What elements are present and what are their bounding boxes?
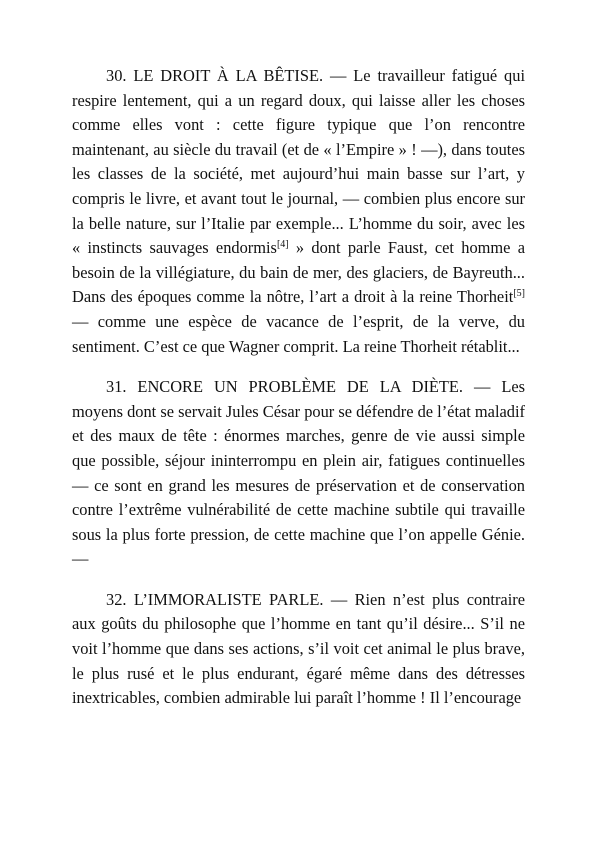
paragraph-31-text: — Les moyens dont se servait Jules César pour se défendre de l’état maladif et des maux de tête : énormes marches, genre de vie aussi simple que possible, séjour ininterrompu en plein air, fatigues continuelles — ce sont en grand les mesures de préservation et de conservation contre l’extrême vulnérabilité de cette machine subtile qui travaille sous la plus forte pression, de cette machine que l’on appelle Génie. — — [72, 377, 525, 569]
paragraph-30-text-part-2: » dont parle Faust, cet homme a besoin de la villégiature, du bain de mer, des glaciers, de Bayreuth... Dans des époques comme la nôtre, l’art a droit à la reine Thorheit — [72, 238, 526, 307]
paragraph-30-text-part-3: — comme une espèce de vacance de l’esprit, de la verve, du sentiment. C’est ce que Wagner comprit. La reine Thorheit rétablit... — [72, 311, 525, 356]
paragraph-30 — [72, 64, 525, 359]
footnote-ref-5[interactable]: [5] — [513, 288, 525, 300]
paragraph-32 — [72, 588, 525, 711]
document-page — [72, 64, 525, 727]
paragraph-32-text: — Rien n’est plus contraire aux goûts du philosophe que l’homme en tant qu’il désire... S’il ne voit l’homme que dans ses actions, s’il voit cet animal le plus brave, le plus rusé et le plus endurant, égaré même dans des détresses inextricables, combien admirable lui paraît l’homme ! Il l’encourage — [72, 589, 525, 708]
paragraph-31 — [72, 375, 525, 572]
section-heading-30: 30. LE DROIT À LA BÊTISE. — [106, 66, 324, 85]
paragraph-30-text-part-1: — Le travailleur fatigué qui respire lentement, qui a un regard doux, qui laisse aller les choses comme elles vont : cette figure typique que l’on rencontre maintenant, au siècle du travail (et de « l’Empire » ! —), dans toutes les classes de la société, met aujourd’hui main basse sur l’art, y compris le livre, et avant tout le journal, — combien plus encore sur la belle nature, sur l’Italie par exemple... L’homme du soir, avec les « instincts sauvages endormis — [72, 66, 526, 258]
footnote-ref-4[interactable]: [4] — [276, 239, 289, 251]
section-heading-31: 31. ENCORE UN PROBLÈME DE LA DIÈTE. — [106, 377, 464, 397]
section-heading-32: 32. L’IMMORALISTE PARLE. — [106, 589, 324, 609]
